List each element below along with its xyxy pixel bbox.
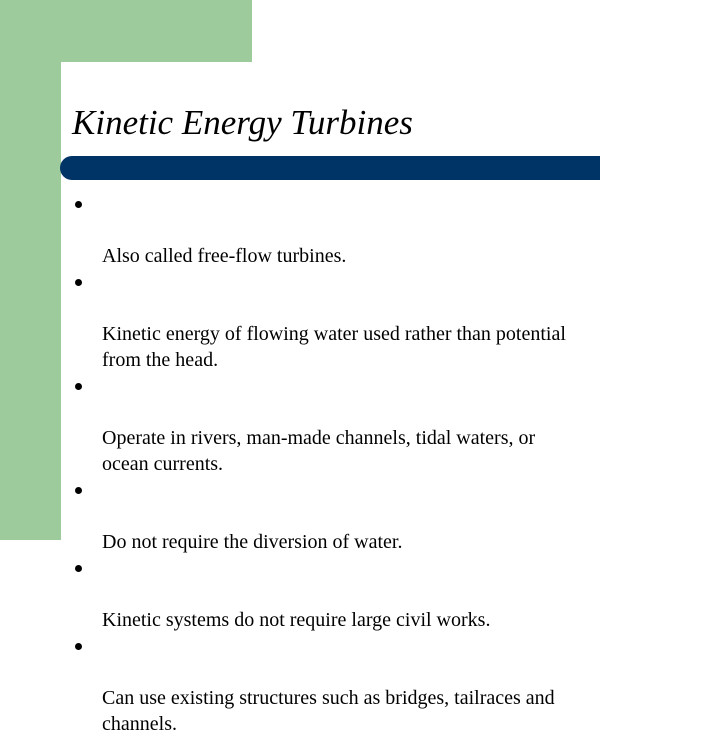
bullet-list bbox=[72, 191, 672, 737]
bullet-dot-icon bbox=[75, 279, 82, 286]
title-divider-bar bbox=[60, 156, 600, 180]
slide-title: Kinetic Energy Turbines bbox=[72, 103, 413, 142]
bullet-item bbox=[72, 633, 672, 737]
bullet-text: Also called free-flow turbines. bbox=[102, 245, 347, 267]
bullet-dot-icon bbox=[75, 383, 82, 390]
bullet-item bbox=[72, 269, 672, 373]
bullet-item bbox=[72, 477, 672, 555]
bullet-dot-icon bbox=[75, 487, 82, 494]
bullet-text: Kinetic systems do not require large civil works. bbox=[102, 609, 491, 631]
decorative-green-left-strip bbox=[0, 0, 61, 540]
bullet-item bbox=[72, 555, 672, 633]
bullet-text: Kinetic energy of flowing water used rather than potential from the head. bbox=[102, 323, 566, 371]
bullet-text: Operate in rivers, man-made channels, tidal waters, or ocean currents. bbox=[102, 427, 536, 475]
bullet-dot-icon bbox=[75, 201, 82, 208]
bullet-text: Do not require the diversion of water. bbox=[102, 531, 403, 553]
bullet-item bbox=[72, 191, 672, 269]
bullet-item bbox=[72, 373, 672, 477]
bullet-text: Can use existing structures such as bridges, tailraces and channels. bbox=[102, 687, 555, 735]
bullet-dot-icon bbox=[75, 565, 82, 572]
bullet-dot-icon bbox=[75, 643, 82, 650]
